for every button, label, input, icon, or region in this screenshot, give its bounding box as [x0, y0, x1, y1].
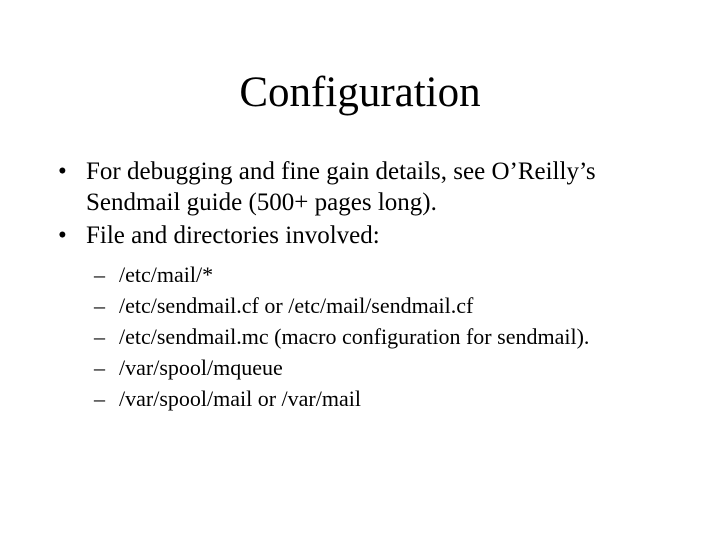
slide-title: Configuration	[239, 69, 481, 116]
sub-bullet-item	[94, 385, 696, 416]
bullet-list	[58, 156, 698, 253]
dash-marker: –	[94, 386, 105, 411]
dash-marker: –	[94, 293, 105, 318]
path-text: /etc/mail/*	[119, 262, 214, 287]
path-text: /etc/sendmail.mc (macro configuration for sendmail).	[119, 324, 590, 349]
bullet-item	[58, 220, 698, 251]
bullet-text-line: Sendmail guide (500+ pages long).	[86, 189, 437, 216]
path-text: /etc/sendmail.cf or /etc/mail/sendmail.cf	[119, 293, 474, 318]
dash-marker: –	[94, 355, 105, 380]
path-text: /var/spool/mqueue	[119, 355, 283, 380]
bullet-text-line: File and directories involved:	[86, 222, 380, 249]
bullet-marker: •	[58, 222, 67, 249]
bullet-marker: •	[58, 158, 67, 185]
path-text: /var/spool/mail or /var/mail	[119, 386, 361, 411]
dash-marker: –	[94, 324, 105, 349]
bullet-item	[58, 156, 698, 218]
sub-bullet-list	[94, 261, 696, 416]
bullet-text-line: For debugging and fine gain details, see O’Reilly’s	[86, 158, 596, 185]
sub-bullet-item	[94, 354, 696, 385]
sub-bullet-item	[94, 292, 696, 323]
dash-marker: –	[94, 262, 105, 287]
sub-bullet-item	[94, 323, 696, 354]
sub-bullet-item	[94, 261, 696, 292]
